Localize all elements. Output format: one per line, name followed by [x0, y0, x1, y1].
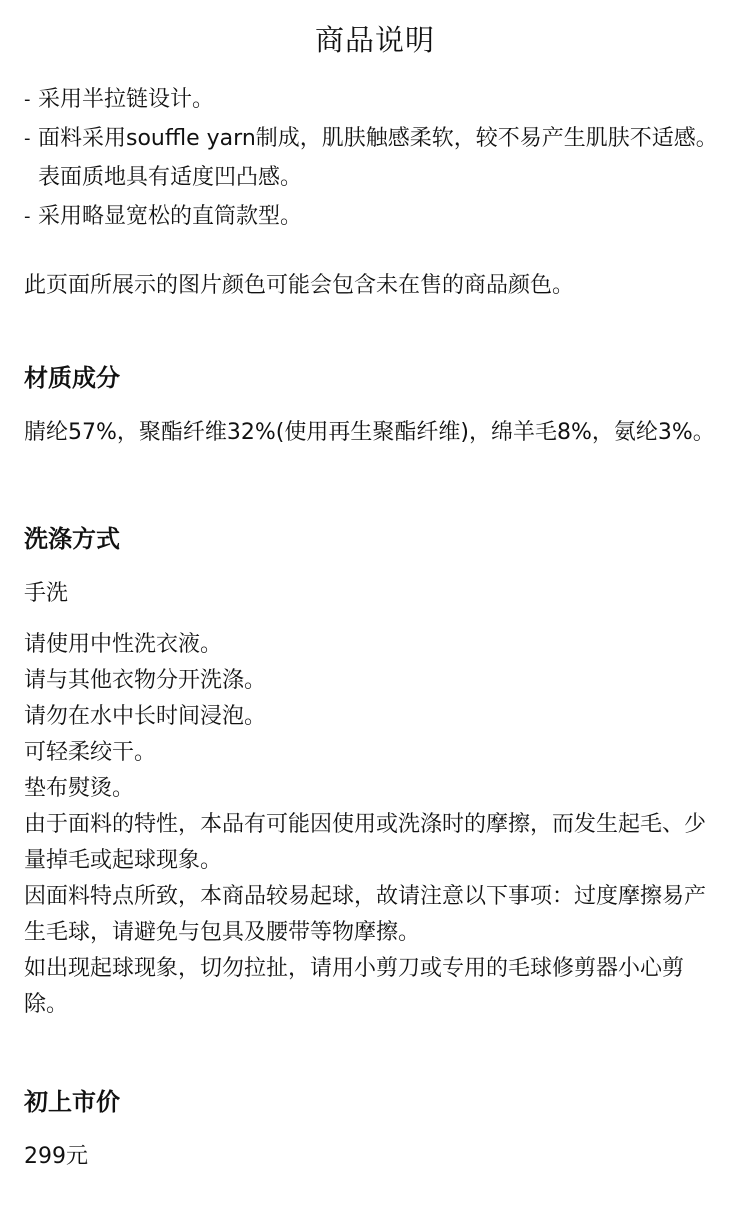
- washing-title: 洗涤方式: [24, 525, 120, 553]
- feature-item: - 面料采用souffle yarn制成，肌肤触感柔软，较不易产生肌肤不适感。表面质地具有适度凹凸感。: [24, 119, 726, 197]
- price-title: 初上市价: [24, 1088, 120, 1116]
- material-section: [24, 361, 726, 452]
- washing-instruction: 请勿在水中长时间浸泡。: [24, 704, 267, 729]
- material-title: 材质成分: [24, 364, 120, 392]
- page-title: 商品说明: [314, 23, 435, 57]
- feature-item: - 采用半拉链设计。: [24, 80, 726, 119]
- washing-instruction: 请与其他衣物分开洗涤。: [24, 668, 267, 693]
- price-value: 299元: [24, 1144, 88, 1169]
- washing-instruction: 请使用中性洗衣液。: [24, 632, 223, 657]
- color-note: 此页面所展示的图片颜色可能会包含未在售的商品颜色。: [24, 273, 575, 298]
- price-section: [24, 1085, 726, 1176]
- washing-instruction: 可轻柔绞干。: [24, 740, 157, 765]
- washing-instructions: [24, 627, 726, 1023]
- washing-method: 手洗: [24, 581, 69, 606]
- feature-item: - 采用略显宽松的直筒款型。: [24, 197, 726, 236]
- washing-instruction: 垫布熨烫。: [24, 776, 135, 801]
- feature-list: [24, 80, 726, 236]
- washing-instruction: 因面料特点所致，本商品较易起球，故请注意以下事项：过度摩擦易产生毛球，请避免与包具及腰带等物摩擦。: [24, 884, 707, 945]
- washing-instruction: 如出现起球现象，切勿拉扯，请用小剪刀或专用的毛球修剪器小心剪除。: [24, 956, 685, 1017]
- material-body: 腈纶57%，聚酯纤维32%(使用再生聚酯纤维)，绵羊毛8%，氨纶3%。: [24, 420, 715, 445]
- washing-instruction: 由于面料的特性，本品有可能因使用或洗涤时的摩擦，而发生起毛、少量掉毛或起球现象。: [24, 812, 707, 873]
- washing-section: [24, 522, 726, 1023]
